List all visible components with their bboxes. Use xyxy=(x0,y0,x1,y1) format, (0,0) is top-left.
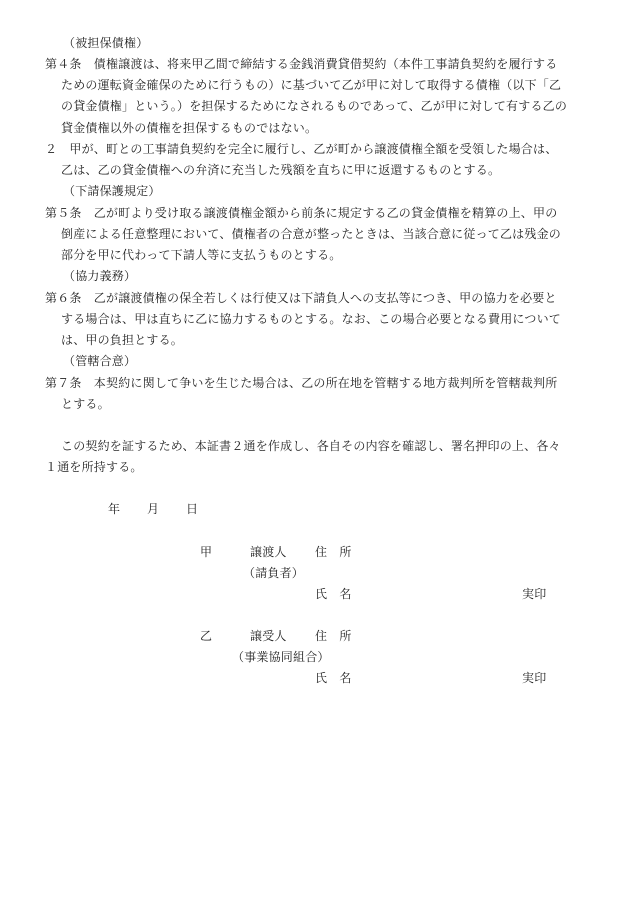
article-6-line-1: 第６条 乙が譲渡債権の保全若しくは行使又は下請負人への支払等につき、甲の協力を必要と xyxy=(45,291,557,305)
party-b-address-label: 住 所 xyxy=(315,629,352,643)
heading-article-6: （協力義務） xyxy=(63,269,137,283)
closing-line-2: １通を所持する。 xyxy=(45,460,143,474)
article-5-line-3: 部分を甲に代わって下請人等に支払うものとする。 xyxy=(61,248,342,262)
party-a-seal: 実印 xyxy=(522,587,547,601)
party-b-seal: 実印 xyxy=(522,671,547,685)
party-a-address-label: 住 所 xyxy=(315,545,352,559)
article-4-paragraph-2-line-1: ２ 甲が、町との工事請負契約を完全に履行し、乙が町から譲渡債権全額を受領した場合は、 xyxy=(45,142,558,156)
article-4-line-4: 貸金債権以外の債権を担保するものではない。 xyxy=(61,121,318,135)
party-a-mark: 甲 xyxy=(200,545,213,559)
article-6-line-2: する場合は、甲は直ちに乙に協力するものとする。なお、この場合必要となる費用について xyxy=(61,312,561,326)
article-4-line-1: 第４条 債権譲渡は、将来甲乙間で締結する金銭消費貸借契約（本件工事請負契約を履行する xyxy=(45,57,558,71)
heading-article-7: （管轄合意） xyxy=(63,354,137,368)
party-b-role: 譲受人 xyxy=(250,629,287,643)
party-b-role-sub: （事業協同組合） xyxy=(232,650,330,664)
article-4-line-3: の貸金債権」という。）を担保するためになされるものであって、乙が甲に対して有する乙の xyxy=(61,99,568,113)
article-7-line-2: とする。 xyxy=(61,397,110,411)
article-7-line-1: 第７条 本契約に関して争いを生じた場合は、乙の所在地を管轄する地方裁判所を管轄裁判所 xyxy=(45,376,558,390)
article-5-line-1: 第５条 乙が町より受け取る譲渡債権金額から前条に規定する乙の貸金債権を精算の上、甲の xyxy=(45,206,558,220)
date-year: 年 xyxy=(108,502,121,516)
article-6-line-3: は、甲の負担とする。 xyxy=(61,333,184,347)
article-4-paragraph-2-line-2: 乙は、乙の貸金債権への弁済に充当した残額を直ちに甲に返還するものとする。 xyxy=(61,163,501,177)
date-month: 月 xyxy=(147,502,160,516)
party-a-role: 譲渡人 xyxy=(250,545,287,559)
heading-article-4: （被担保債権） xyxy=(63,36,149,50)
article-5-line-2: 倒産による任意整理において、債権者の合意が整ったときは、当該合意に従って乙は残金の xyxy=(61,227,561,241)
date-day: 日 xyxy=(186,502,199,516)
party-b-mark: 乙 xyxy=(200,629,213,643)
party-a-role-sub: （請負者） xyxy=(243,566,305,580)
party-b-name-label: 氏 名 xyxy=(315,671,352,685)
heading-article-5: （下請保護規定） xyxy=(63,184,161,198)
party-a-name-label: 氏 名 xyxy=(315,587,352,601)
closing-line-1: この契約を証するため、本証書２通を作成し、各自その内容を確認し、署名押印の上、各々 xyxy=(61,439,561,453)
article-4-line-2: ための運転資金確保のために行うもの）に基づいて乙が甲に対して取得する債権（以下「乙 xyxy=(61,78,562,92)
